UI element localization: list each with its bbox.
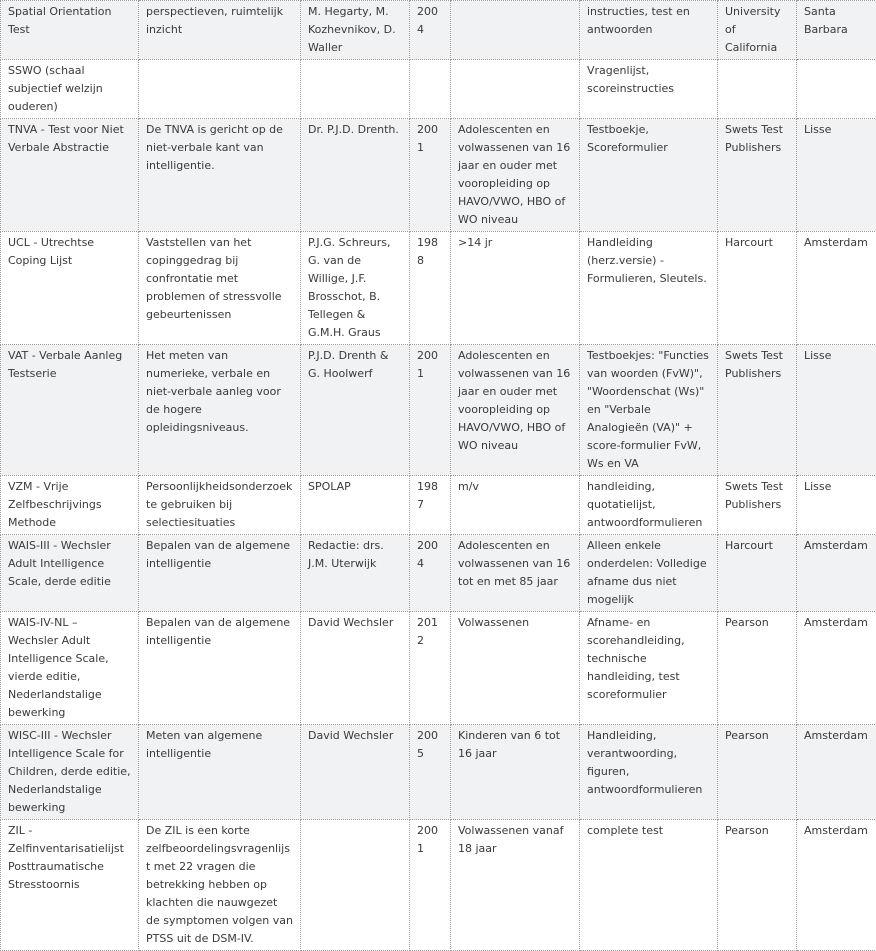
cell-target-group: Kinderen van 6 tot 16 jaar: [451, 725, 580, 820]
cell-test-name: WAIS-IV-NL – Wechsler Adult Intelligence Scale, vierde editie, Nederlandstalige bewerking: [1, 612, 139, 725]
cell-authors: Redactie: drs. J.M. Uterwijk: [301, 535, 410, 612]
cell-materials: Alleen enkele onderdelen: Volledige afname dus niet mogelijk: [580, 535, 718, 612]
cell-publisher: Pearson: [718, 725, 797, 820]
table-row: [1, 60, 876, 119]
cell-target-group: [451, 1, 580, 60]
cell-materials: Vragenlijst, scoreinstructies: [580, 60, 718, 119]
cell-publisher: Harcourt: [718, 535, 797, 612]
cell-city: Amsterdam: [797, 725, 876, 820]
cell-city: [797, 60, 876, 119]
cell-target-group: >14 jr: [451, 232, 580, 345]
cell-year: [410, 60, 451, 119]
cell-publisher: Swets Test Publishers: [718, 119, 797, 232]
cell-authors: [301, 60, 410, 119]
table-row: [1, 119, 876, 232]
cell-purpose: Bepalen van de algemene intelligentie: [139, 612, 301, 725]
cell-purpose: Persoonlijkheidsonderzoek te gebruiken bij selectiesituaties: [139, 476, 301, 535]
cell-year: 2004: [410, 1, 451, 60]
cell-purpose: perspectieven, ruimtelijk inzicht: [139, 1, 301, 60]
table-row: [1, 612, 876, 725]
table-row: [1, 725, 876, 820]
table-row: [1, 345, 876, 476]
cell-city: Amsterdam: [797, 820, 876, 951]
cell-publisher: Swets Test Publishers: [718, 345, 797, 476]
table-row: [1, 232, 876, 345]
cell-materials: complete test: [580, 820, 718, 951]
cell-publisher: [718, 60, 797, 119]
cell-city: Amsterdam: [797, 612, 876, 725]
cell-year: 2004: [410, 535, 451, 612]
cell-test-name: TNVA - Test voor Niet Verbale Abstractie: [1, 119, 139, 232]
cell-purpose: Het meten van numerieke, verbale en niet-verbale aanleg voor de hogere opleidingsniveaus.: [139, 345, 301, 476]
cell-materials: Handleiding (herz.versie) - Formulieren, Sleutels.: [580, 232, 718, 345]
cell-materials: Testboekje, Scoreformulier: [580, 119, 718, 232]
cell-year: 2005: [410, 725, 451, 820]
cell-publisher: Pearson: [718, 820, 797, 951]
cell-publisher: Harcourt: [718, 232, 797, 345]
cell-authors: SPOLAP: [301, 476, 410, 535]
cell-authors: P.J.D. Drenth & G. Hoolwerf: [301, 345, 410, 476]
cell-target-group: Volwassenen: [451, 612, 580, 725]
table-row: [1, 476, 876, 535]
cell-authors: David Wechsler: [301, 725, 410, 820]
cell-publisher: Pearson: [718, 612, 797, 725]
cell-city: Santa Barbara: [797, 1, 876, 60]
cell-materials: instructies, test en antwoorden: [580, 1, 718, 60]
cell-purpose: De ZIL is een korte zelfbeoordelingsvragenlijst met 22 vragen die betrekking hebben op klachten die nauwgezet de symptomen volgen van PTSS uit de DSM-IV.: [139, 820, 301, 951]
cell-test-name: VZM - Vrije Zelfbeschrijvings Methode: [1, 476, 139, 535]
cell-year: 2001: [410, 820, 451, 951]
cell-authors: P.J.G. Schreurs, G. van de Willige, J.F. Brosschot, B. Tellegen & G.M.H. Graus: [301, 232, 410, 345]
cell-purpose: Meten van algemene intelligentie: [139, 725, 301, 820]
cell-target-group: m/v: [451, 476, 580, 535]
cell-year: 1988: [410, 232, 451, 345]
cell-test-name: UCL - Utrechtse Coping Lijst: [1, 232, 139, 345]
table-row: [1, 535, 876, 612]
cell-materials: Handleiding, verantwoording, figuren, antwoordformulieren: [580, 725, 718, 820]
cell-target-group: Volwassenen vanaf 18 jaar: [451, 820, 580, 951]
cell-test-name: ZIL - Zelfinventarisatielijst Posttraumatische Stresstoornis: [1, 820, 139, 951]
cell-materials: Afname- en scorehandleiding, technische handleiding, test scoreformulier: [580, 612, 718, 725]
cell-purpose: Vaststellen van het copinggedrag bij confrontatie met problemen of stressvolle gebeurtenissen: [139, 232, 301, 345]
cell-test-name: VAT - Verbale Aanleg Testserie: [1, 345, 139, 476]
cell-year: 2001: [410, 345, 451, 476]
cell-target-group: Adolescenten en volwassenen van 16 jaar en ouder met vooropleiding op HAVO/VWO, HBO of WO niveau: [451, 345, 580, 476]
cell-year: 1987: [410, 476, 451, 535]
cell-publisher: University of California: [718, 1, 797, 60]
cell-authors: [301, 820, 410, 951]
table-row: [1, 1, 876, 60]
cell-city: Lisse: [797, 345, 876, 476]
cell-purpose: Bepalen van de algemene intelligentie: [139, 535, 301, 612]
cell-authors: Dr. P.J.D. Drenth.: [301, 119, 410, 232]
cell-purpose: [139, 60, 301, 119]
cell-test-name: Spatial Orientation Test: [1, 1, 139, 60]
cell-purpose: De TNVA is gericht op de niet-verbale kant van intelligentie.: [139, 119, 301, 232]
cell-year: 2012: [410, 612, 451, 725]
cell-city: Amsterdam: [797, 232, 876, 345]
cell-authors: M. Hegarty, M. Kozhevnikov, D. Waller: [301, 1, 410, 60]
cell-test-name: SSWO (schaal subjectief welzijn ouderen): [1, 60, 139, 119]
cell-city: Lisse: [797, 119, 876, 232]
cell-test-name: WISC-III - Wechsler Intelligence Scale for Children, derde editie, Nederlandstalige bewerking: [1, 725, 139, 820]
cell-target-group: [451, 60, 580, 119]
cell-authors: David Wechsler: [301, 612, 410, 725]
cell-year: 2001: [410, 119, 451, 232]
cell-test-name: WAIS-III - Wechsler Adult Intelligence Scale, derde editie: [1, 535, 139, 612]
cell-city: Lisse: [797, 476, 876, 535]
cell-city: Amsterdam: [797, 535, 876, 612]
table-row: [1, 820, 876, 951]
cell-publisher: Swets Test Publishers: [718, 476, 797, 535]
cell-materials: Testboekjes: "Functies van woorden (FvW)", "Woordenschat (Ws)" en "Verbale Analogieën (VA)" + score-formulier FvW, Ws en VA: [580, 345, 718, 476]
cell-materials: handleiding, quotatielijst, antwoordformulieren: [580, 476, 718, 535]
cell-target-group: Adolescenten en volwassenen van 16 jaar en ouder met vooropleiding op HAVO/VWO, HBO of WO niveau: [451, 119, 580, 232]
cell-target-group: Adolescenten en volwassenen van 16 tot en met 85 jaar: [451, 535, 580, 612]
